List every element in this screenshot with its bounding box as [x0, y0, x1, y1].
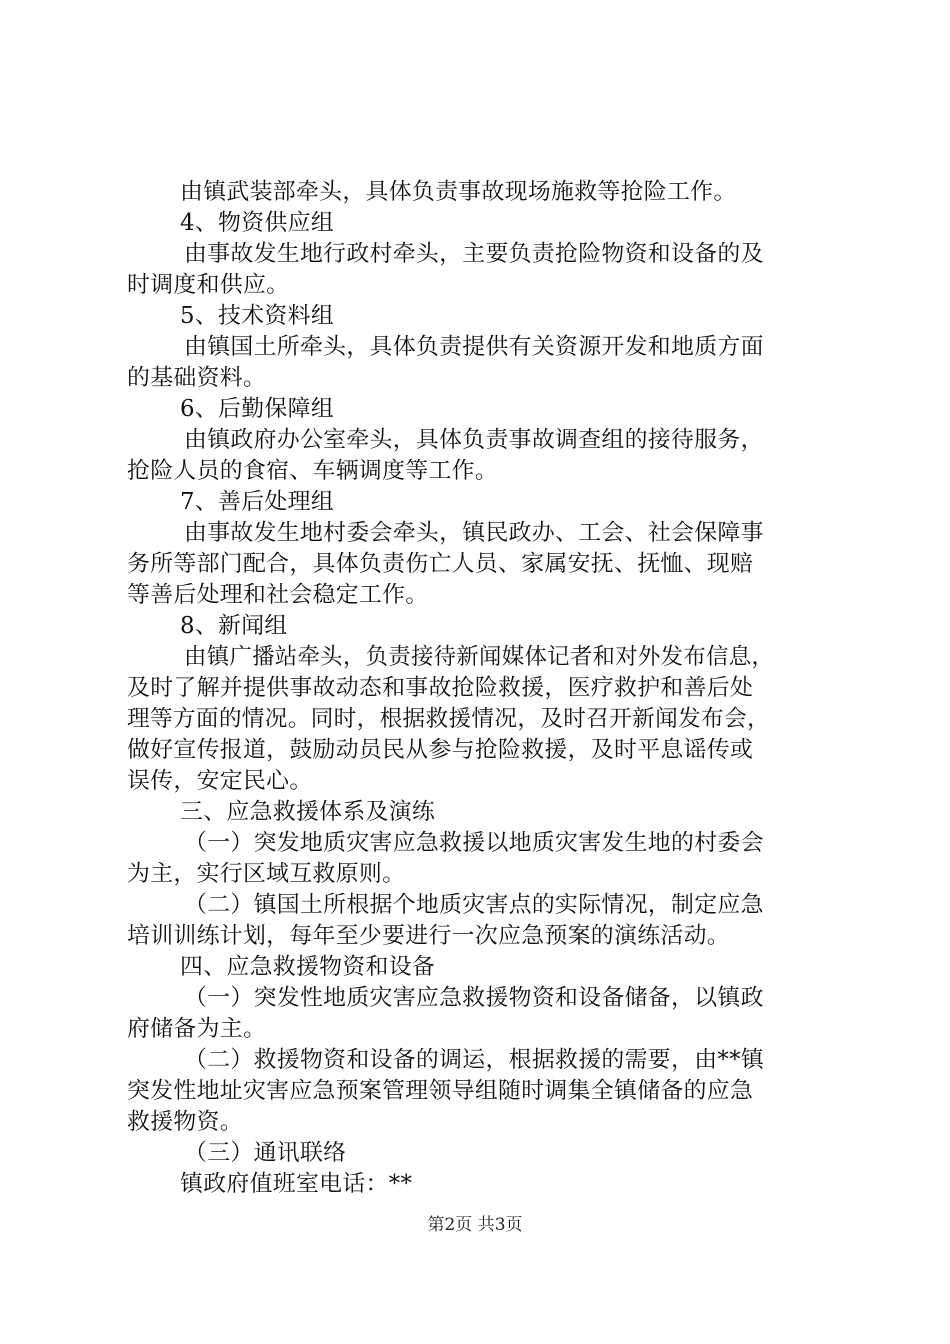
paragraph-line: 由镇政府办公室牵头，具体负责事故调查组的接待服务，: [184, 427, 764, 453]
page-footer: 第2页 共3页: [427, 1215, 523, 1235]
paragraph-line: 误传，安定民心。: [127, 768, 313, 794]
section-heading: 四、应急救援物资和设备: [180, 954, 436, 980]
paragraph-line: 由镇国土所牵头，具体负责提供有关资源开发和地质方面: [184, 334, 764, 360]
paragraph-line: 由事故发生地村委会牵头，镇民政办、工会、社会保障事: [184, 520, 764, 546]
paragraph-line: 的基础资料。: [127, 365, 267, 391]
paragraph-line: 由镇武装部牵头，具体负责事故现场施救等抢险工作。: [180, 179, 737, 205]
paragraph-line: 时调度和供应。: [127, 272, 290, 298]
paragraph-line: （二）镇国土所根据个地质灾害点的实际情况，制定应急: [184, 892, 764, 918]
paragraph-line: 突发性地址灾害应急预案管理领导组随时调集全镇储备的应急: [127, 1078, 754, 1104]
paragraph-line: 培训训练计划，每年至少要进行一次应急预案的演练活动。: [127, 923, 730, 949]
paragraph-line: 抢险人员的食宿、车辆调度等工作。: [127, 458, 499, 484]
paragraph-line: 救援物资。: [127, 1109, 243, 1135]
paragraph-line: 做好宣传报道，鼓励动员民从参与抢险救援，及时平息谣传或: [127, 737, 754, 763]
section-heading: 三、应急救援体系及演练: [180, 799, 436, 825]
paragraph-line: 镇政府值班室电话：**: [180, 1171, 413, 1197]
paragraph-line: 为主，实行区域互救原则。: [127, 861, 406, 887]
paragraph-line: 等善后处理和社会稳定工作。: [127, 582, 429, 608]
paragraph-line: （二）救援物资和设备的调运，根据救援的需要，由**镇: [184, 1047, 765, 1073]
section-heading: 4、物资供应组: [180, 210, 335, 236]
paragraph-line: 由镇广播站牵头，负责接待新闻媒体记者和对外发布信息，: [184, 644, 775, 670]
section-heading: 7、善后处理组: [180, 489, 335, 515]
paragraph-line: 务所等部门配合，具体负责伤亡人员、家属安抚、抚恤、现赔: [127, 551, 754, 577]
paragraph-line: 理等方面的情况。同时，根据救援情况，及时召开新闻发布会，: [127, 706, 770, 732]
section-heading: 5、技术资料组: [180, 303, 335, 329]
paragraph-line: 府储备为主。: [127, 1016, 267, 1042]
paragraph-line: （一）突发地质灾害应急救援以地质灾害发生地的村委会: [184, 830, 764, 856]
section-heading: 6、后勤保障组: [180, 396, 335, 422]
section-heading: 8、新闻组: [180, 613, 288, 639]
section-heading: （三）通讯联络: [184, 1140, 347, 1166]
paragraph-line: 由事故发生地行政村牵头，主要负责抢险物资和设备的及: [184, 241, 764, 267]
paragraph-line: （一）突发性地质灾害应急救援物资和设备储备，以镇政: [184, 985, 764, 1011]
paragraph-line: 及时了解并提供事故动态和事故抢险救援，医疗救护和善后处: [127, 675, 754, 701]
